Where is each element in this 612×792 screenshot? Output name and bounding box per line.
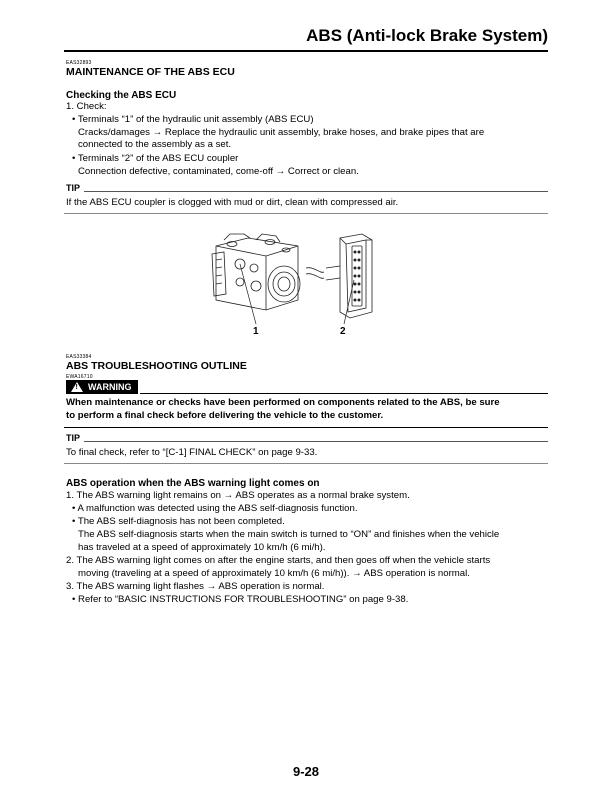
abs-unit-figure <box>200 228 390 328</box>
body-line: has traveled at a speed of approximately 10 km/h (6 mi/h). <box>78 542 326 553</box>
tip-rule <box>84 441 548 442</box>
warning-triangle-icon: ! <box>71 382 83 392</box>
tip-end-rule <box>64 463 548 464</box>
warning-label: WARNING <box>88 382 132 392</box>
tip-rule <box>84 191 548 192</box>
tip-label: TIP <box>66 183 81 193</box>
section-title: ABS TROUBLESHOOTING OUTLINE <box>66 360 247 372</box>
tip-label: TIP <box>66 433 81 443</box>
bullet-line: • Refer to “BASIC INSTRUCTIONS FOR TROUBLESHOOTING” on page 9-38. <box>72 594 409 605</box>
bullet-line: • Terminals “2” of the ABS ECU coupler <box>72 153 239 164</box>
tip-text: If the ABS ECU coupler is clogged with mud or dirt, clean with compressed air. <box>66 197 399 208</box>
warning-end-rule <box>64 427 548 428</box>
section-code: EAS33384 <box>66 354 92 360</box>
page-header-title: ABS (Anti-lock Brake System) <box>306 26 548 45</box>
step-line: 1. Check: <box>66 101 107 112</box>
section-code: EAS32893 <box>66 60 92 66</box>
bullet-line: • Terminals “1” of the hydraulic unit assembly (ABS ECU) <box>72 114 314 125</box>
body-line: Connection defective, contaminated, come-off → Correct or clean. <box>78 166 359 177</box>
header-rule <box>64 50 548 52</box>
tip-text: To final check, refer to “[C-1] FINAL CHECK” on page 9-33. <box>66 447 318 458</box>
step-line: 2. The ABS warning light comes on after the engine starts, and then goes off when the vehicle starts <box>66 555 491 566</box>
tip-end-rule <box>64 213 548 214</box>
subsection-title: Checking the ABS ECU <box>66 90 177 101</box>
section-title: MAINTENANCE OF THE ABS ECU <box>66 66 235 78</box>
page-number: 9-28 <box>292 764 320 779</box>
body-line: The ABS self-diagnosis starts when the main switch is turned to “ON” and finishes when the vehicle <box>78 529 500 540</box>
warning-badge <box>66 380 138 394</box>
warning-rule <box>140 393 548 394</box>
ecu-coupler-drawing <box>326 234 372 318</box>
body-line: Cracks/damages → Replace the hydraulic unit assembly, brake hoses, and brake pipes that are <box>78 127 485 138</box>
step-line: 3. The ABS warning light flashes → ABS operation is normal. <box>66 581 325 592</box>
hydraulic-unit-drawing <box>212 234 324 310</box>
warning-code: EWA16710 <box>66 374 93 380</box>
callout-2: 2 <box>340 326 346 337</box>
step-line: 1. The ABS warning light remains on → ABS operates as a normal brake system. <box>66 490 410 501</box>
warning-text: When maintenance or checks have been performed on components related to the ABS, be sure <box>66 397 500 408</box>
bullet-line: • A malfunction was detected using the ABS self-diagnosis function. <box>72 503 358 514</box>
warning-text: to perform a final check before delivering the vehicle to the customer. <box>66 410 384 421</box>
subsection-title: ABS operation when the ABS warning light comes on <box>66 478 320 489</box>
bullet-line: • The ABS self-diagnosis has not been completed. <box>72 516 285 527</box>
callout-1: 1 <box>253 326 259 337</box>
body-line: connected to the assembly as a set. <box>78 139 232 150</box>
body-line: moving (traveling at a speed of approximately 10 km/h (6 mi/h)). → ABS operation is normal. <box>78 568 470 579</box>
